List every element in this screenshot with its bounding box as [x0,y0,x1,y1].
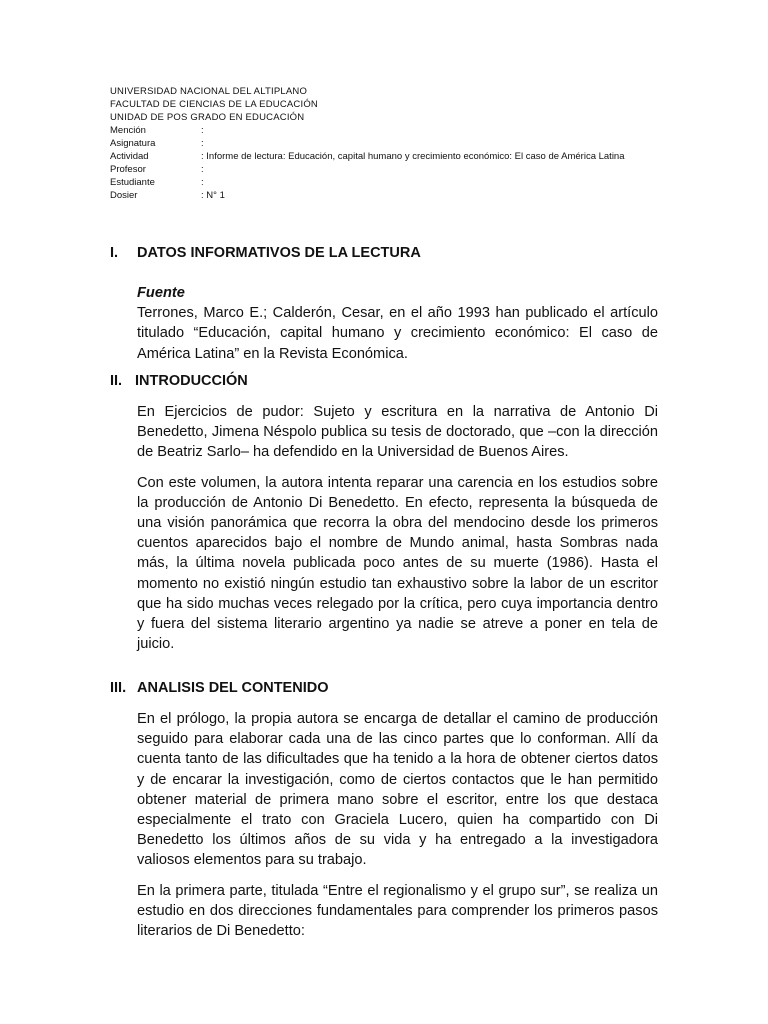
document-header [110,85,670,202]
field-profesor [110,163,670,176]
section-body-3 [137,709,658,941]
field-label: Actividad [110,151,149,162]
field-mencion [110,124,670,137]
faculty-name: FACULTAD DE CIENCIAS DE LA EDUCACIÓN [110,99,318,110]
paragraph: En la primera parte, titulada “Entre el regionalismo y el grupo sur”, se realiza un estudio en dos direcciones fundamentales para comprender los primeros pasos literarios de Di Benedetto: [137,882,658,940]
section-title: DATOS INFORMATIVOS DE LA LECTURA [137,245,421,261]
field-label: Dosier [110,190,138,201]
section-number: II. [110,373,123,389]
section-heading-1 [110,245,421,261]
paragraph: Con este volumen, la autora intenta reparar una carencia en los estudios sobre la producción de Antonio Di Benedetto. En efecto, representa la búsqueda de una visión panorámica que recorra la obra del mendocino desde los primeros cuentos aparecidos bajo el nombre de Mundo animal, hasta Sombras nada más, la última novela publicada poco antes de su muerte (1986). Hasta el momento no existió ningún estudio tan exhaustivo sobre la labor de un escritor que ha sido muchas veces relegado por la crítica, pero cuya importancia dentro y fuera del sistema literario argentino ya nadie se atreve a poner en tela de juicio. [137,474,658,653]
field-label: Profesor [110,164,146,175]
section-heading-2 [110,373,248,389]
section-heading-3 [110,680,328,696]
field-value: : Informe de lectura: Educación, capital humano y crecimiento económico: El caso de América Latina [201,151,625,162]
section-title: INTRODUCCIÓN [135,373,248,389]
field-label: Asignatura [110,138,156,149]
section-title: ANALISIS DEL CONTENIDO [137,680,329,696]
paragraph: En el prólogo, la propia autora se encarga de detallar el camino de producción seguido para elaborar cada una de las cinco partes que lo conforman. Allí da cuenta tanto de las dificultades que ha tenido a la hora de obtener ciertos datos y de encarar la investigación, como de ciertos contactos que le han permitido obtener material de primera mano sobre el escritor, entre los que destaca especialmente el trato con Graciela Lucero, quien ha compartido con Di Benedetto los últimos años de su vida y ha entregado a la investigadora valiosos elementos para su trabajo. [137,711,658,869]
field-asignatura [110,137,670,150]
section-number: I. [110,245,119,261]
unit-name: UNIDAD DE POS GRADO EN EDUCACIÓN [110,112,305,123]
source-subtitle: Fuente [137,285,185,301]
field-value: : [201,125,204,136]
section-body-1 [137,283,679,364]
university-name: UNIVERSIDAD NACIONAL DEL ALTIPLANO [110,86,308,97]
paragraph: Terrones, Marco E.; Calderón, Cesar, en el año 1993 han publicado el artículo titulado “Educación, capital humano y crecimiento económico: El caso de América Latina” en la Revista Económica. [137,305,679,362]
field-actividad [110,150,670,163]
section-body-2 [137,402,658,654]
field-value: : [201,138,204,149]
paragraph: En Ejercicios de pudor: Sujeto y escritura en la narrativa de Antonio Di Benedetto, Jimena Néspolo publica su tesis de doctorado, que –con la dirección de Beatriz Sarlo– ha defendido en la Universidad de Buenos Aires. [137,404,658,461]
field-value: : N° 1 [201,190,225,201]
field-estudiante [110,176,670,189]
field-value: : [201,177,204,188]
field-value: : [201,164,204,175]
field-label: Mención [110,125,146,136]
field-dosier [110,189,670,202]
field-label: Estudiante [110,177,155,188]
section-number: III. [110,680,127,696]
